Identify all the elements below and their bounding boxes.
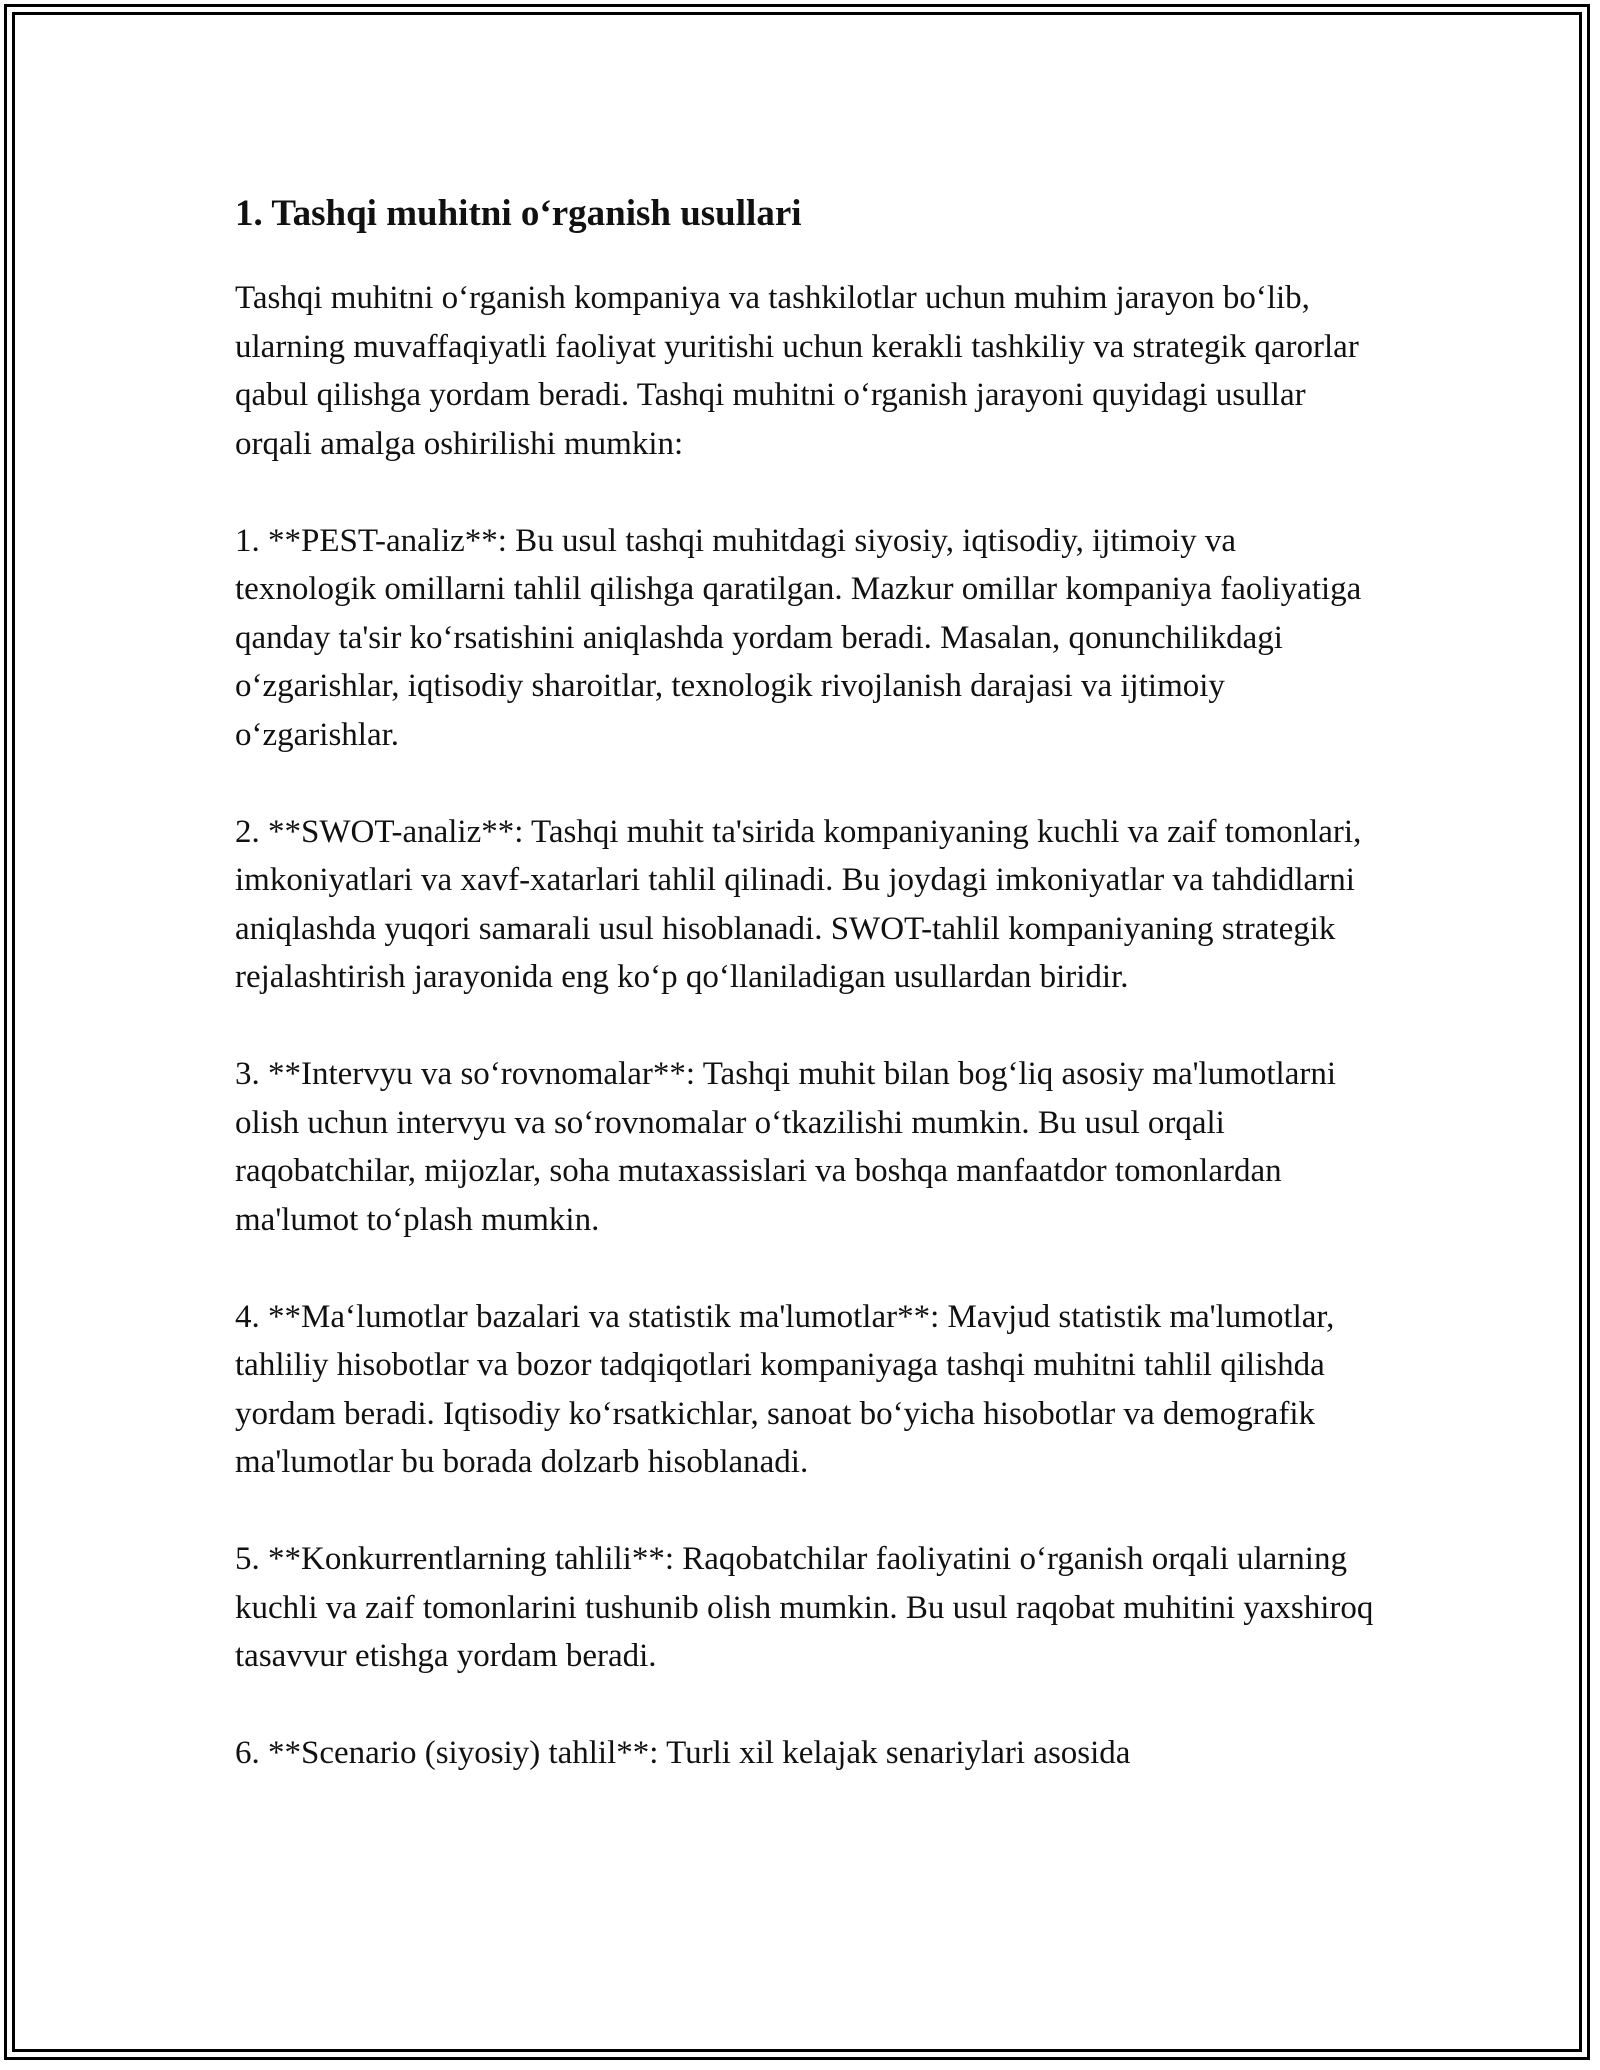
document-body: [235, 184, 1375, 1826]
page-title: 1. Tashqi muhitni o‘rganish usullari: [235, 193, 802, 234]
method-swot-paragraph: 2. **SWOT-analiz**: Tashqi muhit ta'sirida kompaniyaning kuchli va zaif tomonlari, imkoniyatlari va xavf-xatarlari tahlil qilinadi. Bu joydagi imkoniyatlar va tahdidlarni aniqlashda yuqori samarali usul hisoblanadi. SWOT-tahlil kompaniyaning strategik rejalashtirish jarayonida eng ko‘p qo‘llaniladigan usullardan biridir.: [235, 813, 1362, 995]
method-competitor-paragraph: 5. **Konkurrentlarning tahlili**: Raqobatchilar faoliyatini o‘rganish orqali ularning kuchli va zaif tomonlarini tushunib olish mumkin. Bu usul raqobat muhitini yaxshiroq tasavvur etishga yordam beradi.: [235, 1541, 1374, 1674]
method-database-paragraph: 4. **Ma‘lumotlar bazalari va statistik ma'lumotlar**: Mavjud statistik ma'lumotlar, tahliliy hisobotlar va bozor tadqiqotlari kompaniyaga tashqi muhitni tahlil qilishda yordam beradi. Iqtisodiy ko‘rsatkichlar, sanoat bo‘yicha hisobotlar va demografik ma'lumotlar bu borada dolzarb hisoblanadi.: [235, 1298, 1335, 1480]
method-pest-paragraph: 1. **PEST-analiz**: Bu usul tashqi muhitdagi siyosiy, iqtisodiy, ijtimoiy va texnologik omillarni tahlil qilishga qaratilgan. Mazkur omillar kompaniya faoliyatiga qanday ta'sir ko‘rsatishini aniqlashda yordam beradi. Masalan, qonunchilikdagi o‘zgarishlar, iqtisodiy sharoitlar, texnologik rivojlanish darajasi va ijtimoiy o‘zgarishlar.: [235, 522, 1362, 753]
method-interview-paragraph: 3. **Intervyu va so‘rovnomalar**: Tashqi muhit bilan bog‘liq asosiy ma'lumotlarni olish uchun intervyu va so‘rovnomalar o‘tkazilishi mumkin. Bu usul orqali raqobatchilar, mijozlar, soha mutaxassislari va boshqa manfaatdor tomonlardan ma'lumot to‘plash mumkin.: [235, 1056, 1337, 1238]
intro-paragraph: Tashqi muhitni o‘rganish kompaniya va tashkilotlar uchun muhim jarayon bo‘lib, ularning muvaffaqiyatli faoliyat yuritishi uchun kerakli tashkiliy va strategik qarorlar qabul qilishga yordam beradi. Tashqi muhitni o‘rganish jarayoni quyidagi usullar orqali amalga oshirilishi mumkin:: [235, 280, 1359, 462]
method-scenario-paragraph: 6. **Scenario (siyosiy) tahlil**: Turli xil kelajak senariylari asosida: [235, 1735, 1131, 1771]
